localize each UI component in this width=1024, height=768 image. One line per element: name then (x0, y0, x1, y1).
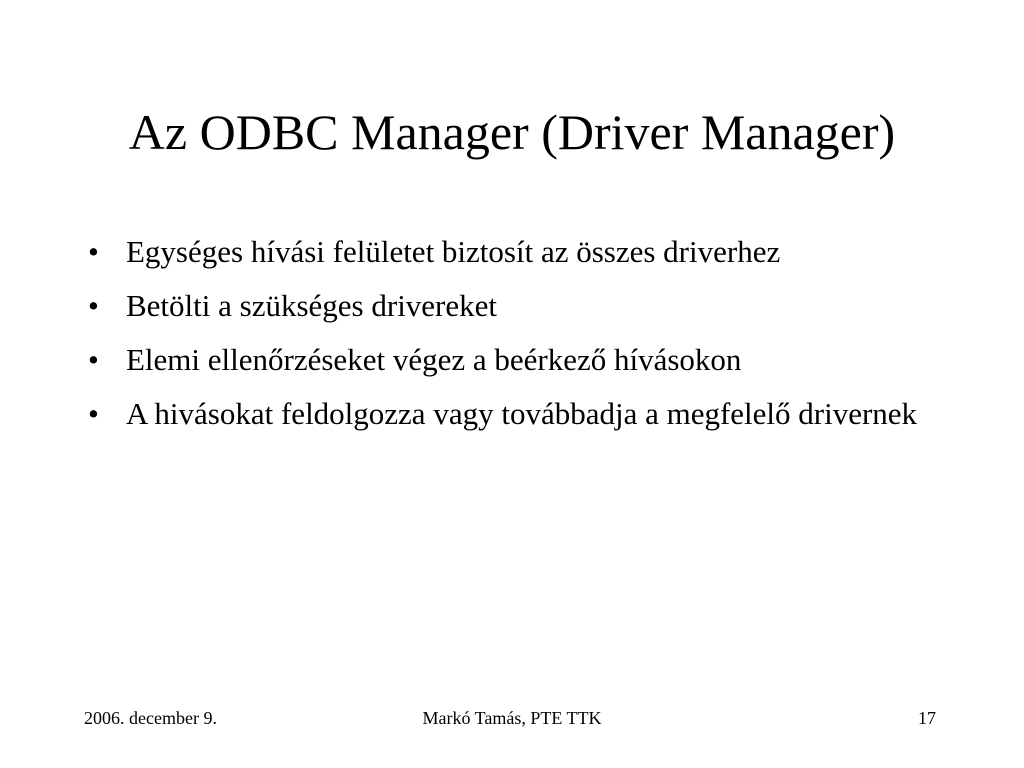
bullet-icon: • (88, 288, 99, 323)
footer-author: Markó Tamás, PTE TTK (422, 708, 602, 728)
bullet-icon: • (88, 234, 99, 269)
bullet-list (88, 232, 948, 448)
bullet-text: A hivásokat feldolgozza vagy továbbadja a megfelelő drivernek (126, 396, 918, 431)
bullet-text: Betölti a szükséges drivereket (126, 288, 498, 323)
bullet-text: Egységes hívási felületet biztosít az összes driverhez (126, 234, 781, 269)
bullet-item (88, 394, 948, 434)
bullet-item (88, 232, 948, 272)
bullet-icon: • (88, 396, 99, 431)
slide-title: Az ODBC Manager (Driver Manager) (128, 104, 896, 160)
bullet-text: Elemi ellenőrzéseket végez a beérkező hívásokon (126, 342, 742, 377)
bullet-item (88, 340, 948, 380)
footer-page-number: 17 (918, 708, 936, 728)
bullet-icon: • (88, 342, 99, 377)
bullet-item (88, 286, 948, 326)
footer-date: 2006. december 9. (84, 708, 217, 728)
